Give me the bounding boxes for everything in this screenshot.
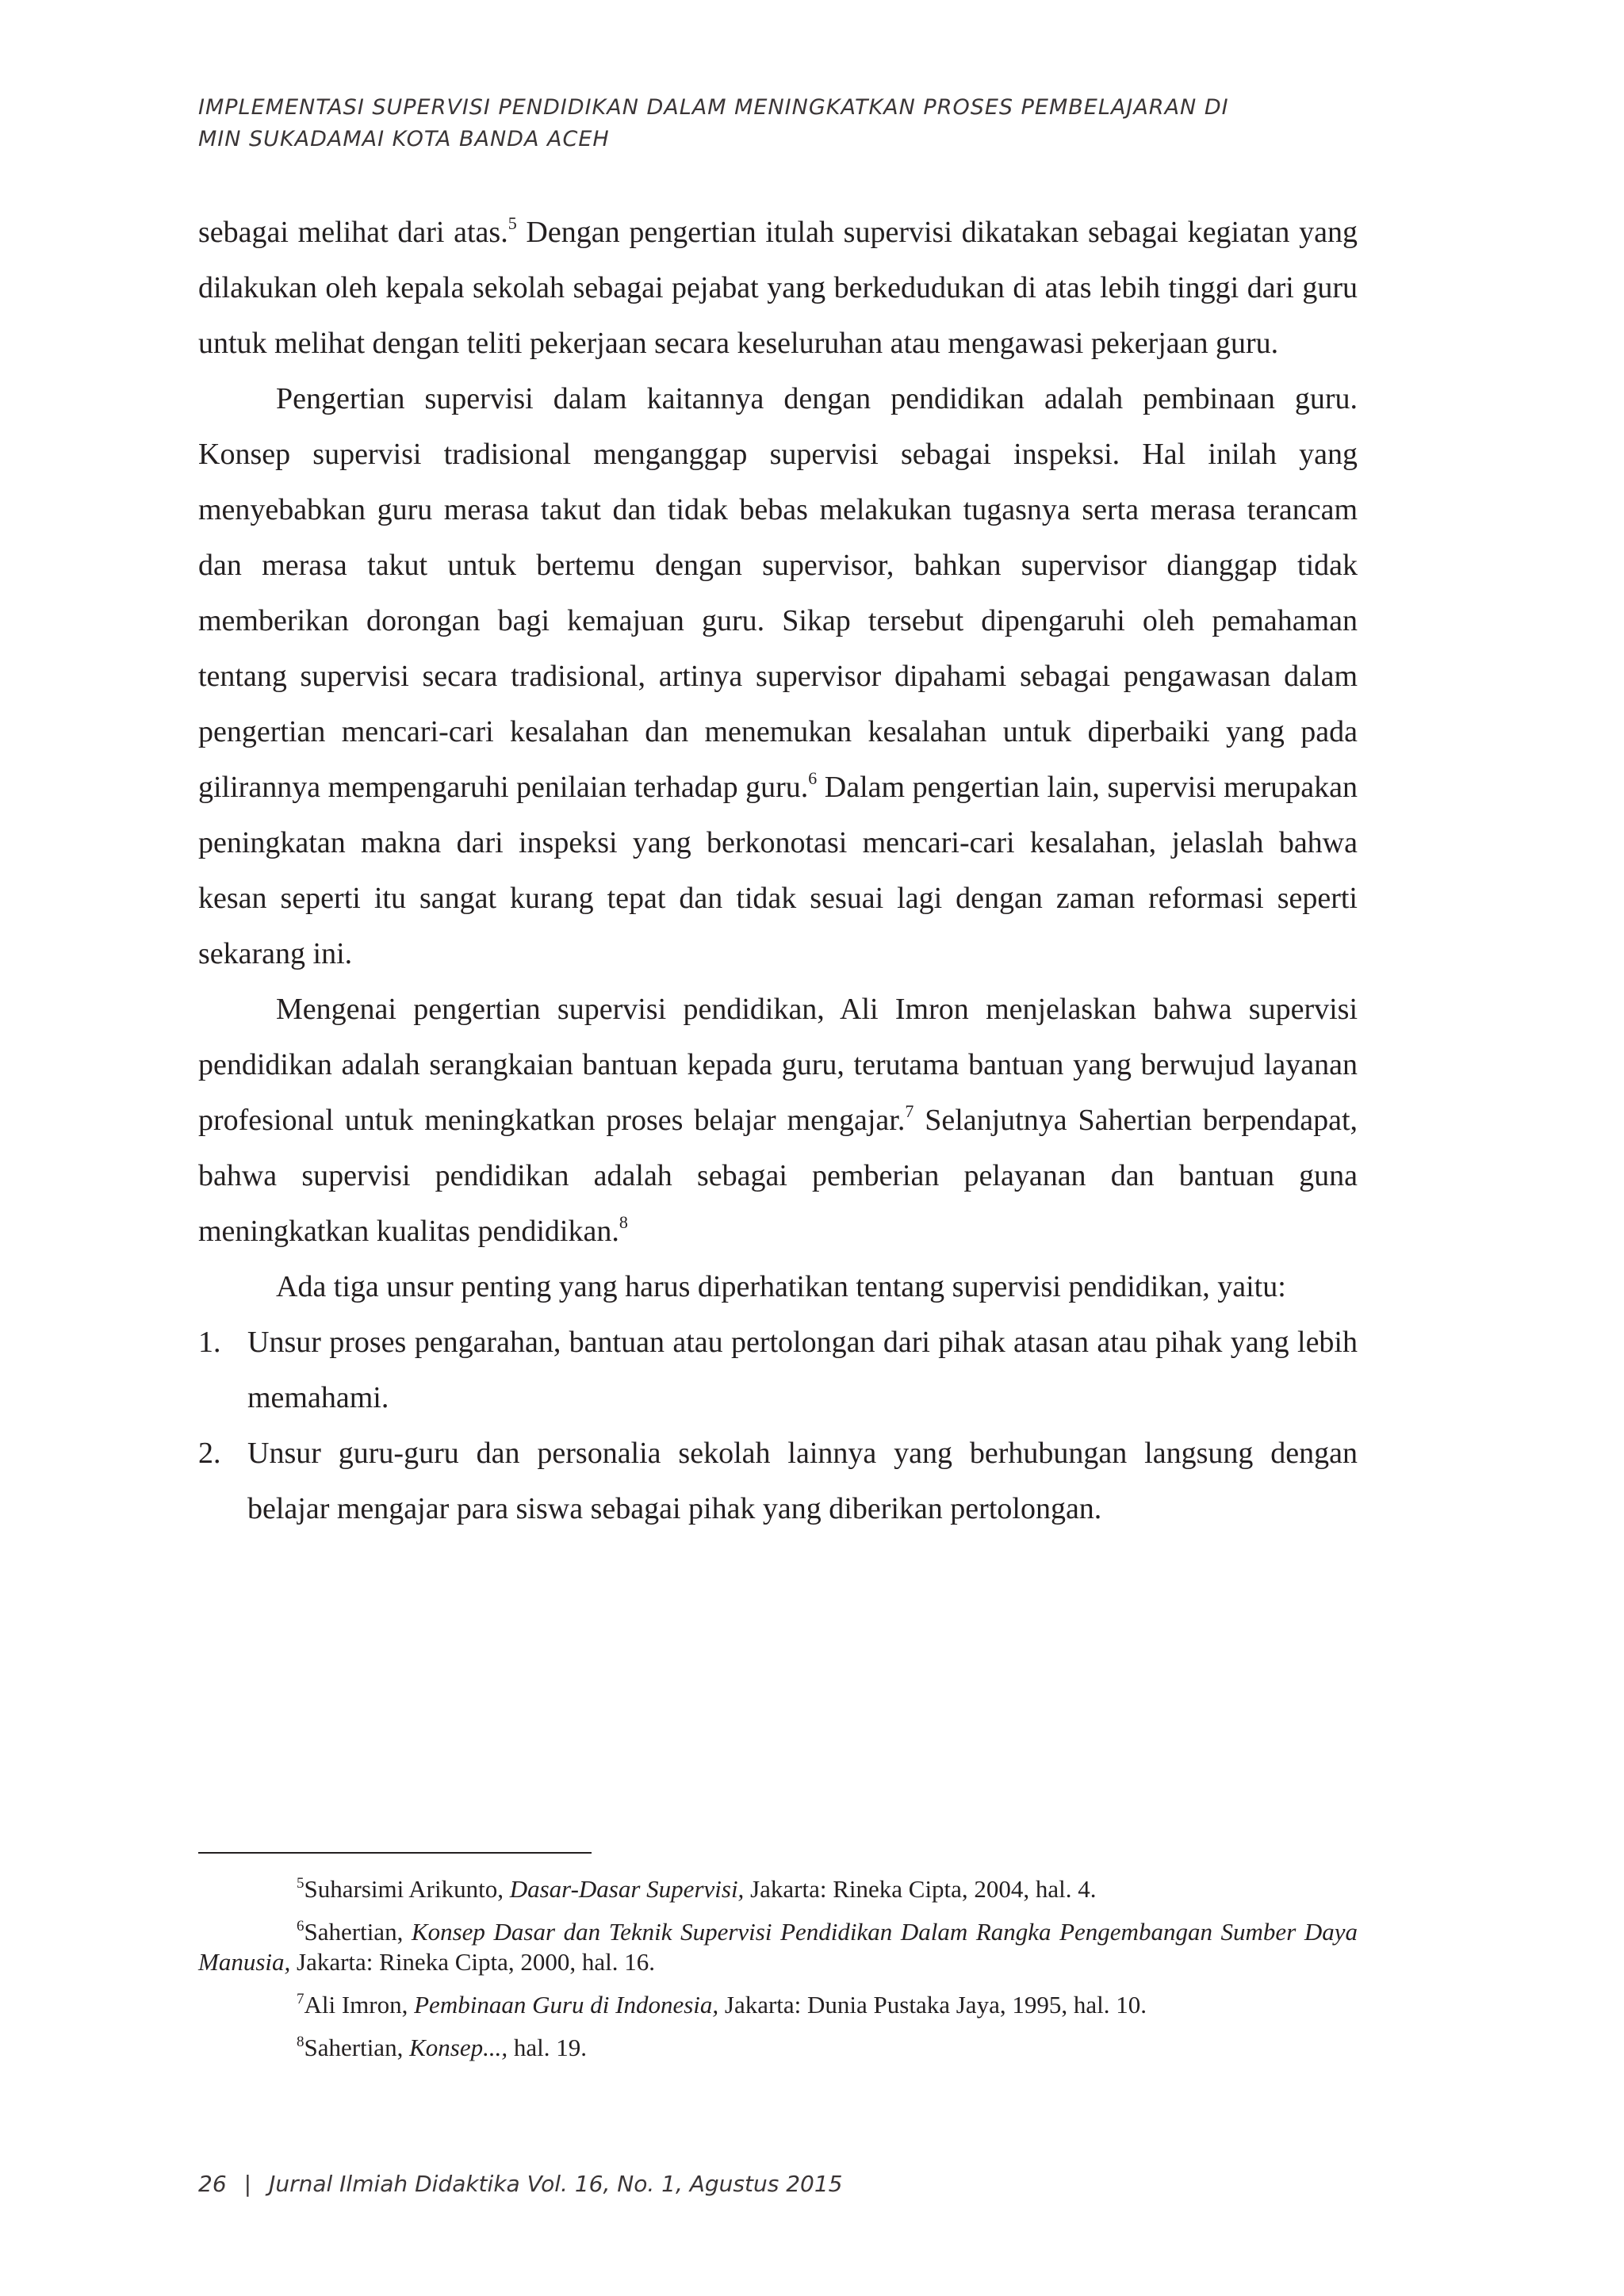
footnote-author: Sahertian, — [304, 2034, 410, 2061]
footnote-7 — [198, 1990, 1358, 2020]
footnote-publisher: Jakarta: Dunia Pustaka Jaya, 1995, hal. 10. — [718, 1991, 1147, 2019]
footnote-title: Pembinaan Guru di Indonesia, — [414, 1991, 719, 2019]
paragraph-4: Ada tiga unsur penting yang harus diperhatikan tentang supervisi pendidikan, yaitu: — [276, 1270, 1286, 1303]
footnote-author: Suharsimi Arikunto, — [304, 1875, 510, 1903]
list-item — [198, 1314, 1358, 1425]
footnote-title: Dasar-Dasar Supervisi, — [509, 1875, 745, 1903]
footnote-ref-6[interactable]: 6 — [808, 768, 818, 788]
footnote-author: Ali Imron, — [304, 1991, 415, 2019]
paragraph-2 — [198, 371, 1358, 982]
footnote-6 — [198, 1917, 1358, 1977]
list-item-text: Unsur guru-guru dan personalia sekolah lainnya yang berhubungan langsung dengan belajar mengajar para siswa sebagai pihak yang diberikan pertolongan. — [247, 1437, 1358, 1525]
footnote-publisher: Jakarta: Rineka Cipta, 2000, hal. 16. — [290, 1948, 655, 1976]
paragraph-3-text-b: Selanjutnya Sahertian berpendapat, bahwa supervisi pendidikan adalah sebagai pemberian pelayanan dan bantuan guna meningkatkan kualitas pendidikan. — [198, 1104, 1358, 1248]
list-item-number: 2. — [198, 1437, 221, 1470]
paragraph-1 — [198, 205, 1358, 371]
page-number: 26 — [198, 2171, 227, 2197]
paragraph-3-text-a: Mengenai pengertian supervisi pendidikan, Ali Imron menjelaskan bahwa supervisi pendidikan adalah serangkaian bantuan kepada guru, terutama bantuan yang berwujud layanan profesional untuk meningkatkan proses belajar mengajar. — [198, 993, 1358, 1137]
footnote-publisher: Jakarta: Rineka Cipta, 2004, hal. 4. — [744, 1875, 1097, 1903]
footnote-title: Konsep Dasar dan Teknik Supervisi Pendidikan Dalam Rangka Pengembangan Sumber Daya Manusia, — [198, 1918, 1358, 1976]
paragraph-1-text-a: sebagai melihat dari atas. — [198, 216, 508, 249]
running-header-line-2: MIN SUKADAMAI KOTA BANDA ACEH — [198, 127, 610, 151]
paragraph-2-text-a: Pengertian supervisi dalam kaitannya dengan pendidikan adalah pembinaan guru. Konsep supervisi tradisional menganggap supervisi sebagai inspeksi. Hal inilah yang menyebabkan guru merasa takut dan tidak bebas melakukan tugasnya serta merasa terancam dan merasa takut untuk bertemu dengan supervisor, bahkan supervisor dianggap tidak memberikan dorongan bagi kemajuan guru. Sikap tersebut dipengaruhi oleh pemahaman tentang supervisi secara tradisional, artinya supervisor dipahami sebagai pengawasan dalam pengertian mencari-cari kesalahan dan menemukan kesalahan untuk diperbaiki yang pada gilirannya mempengaruhi penilaian terhadap guru. — [198, 382, 1358, 804]
footnotes — [198, 1874, 1358, 2076]
paragraph-2-text-b: Dalam pengertian lain, supervisi merupakan peningkatan makna dari inspeksi yang berkonotasi mencari-cari kesalahan, jelaslah bahwa kesan seperti itu sangat kurang tepat dan tidak sesuai lagi dengan zaman reformasi seperti sekarang ini. — [198, 771, 1358, 970]
footnote-author: Sahertian, — [304, 1918, 412, 1946]
footnote-number: 5 — [297, 1875, 304, 1892]
footnote-ref-8[interactable]: 8 — [619, 1212, 628, 1232]
footnote-title: Konsep..., — [409, 2034, 508, 2061]
paragraph-3 — [198, 982, 1358, 1259]
list-item-text: Unsur proses pengarahan, bantuan atau pertolongan dari pihak atasan atau pihak yang lebih memahami. — [247, 1326, 1358, 1414]
article-body — [198, 205, 1358, 1536]
footer-separator: | — [243, 2171, 252, 2197]
footnote-ref-5[interactable]: 5 — [508, 213, 517, 233]
paragraph-1-text-b: Dengan pengertian itulah supervisi dikatakan sebagai kegiatan yang dilakukan oleh kepala sekolah sebagai pejabat yang berkedudukan di atas lebih tinggi dari guru untuk melihat dengan teliti pekerjaan secara keseluruhan atau mengawasi pekerjaan guru. — [198, 216, 1358, 360]
journal-citation: Jurnal Ilmiah Didaktika Vol. 16, No. 1, Agustus 2015 — [269, 2171, 843, 2197]
footnote-number: 6 — [297, 1918, 304, 1934]
list-item — [198, 1425, 1358, 1536]
footnote-5 — [198, 1874, 1358, 1904]
running-header-line-1: IMPLEMENTASI SUPERVISI PENDIDIKAN DALAM MENINGKATKAN PROSES PEMBELAJARAN DI — [198, 95, 1229, 120]
footnote-8 — [198, 2033, 1358, 2063]
footnote-ref-7[interactable]: 7 — [905, 1101, 914, 1121]
footnote-number: 7 — [297, 1991, 304, 2007]
footnote-separator — [198, 1852, 592, 1854]
list-item-number: 1. — [198, 1326, 221, 1359]
running-footer — [198, 2168, 842, 2200]
elements-list — [198, 1314, 1358, 1536]
footnote-publisher: hal. 19. — [508, 2034, 587, 2061]
footnote-number: 8 — [297, 2034, 304, 2050]
running-header — [198, 92, 1435, 155]
